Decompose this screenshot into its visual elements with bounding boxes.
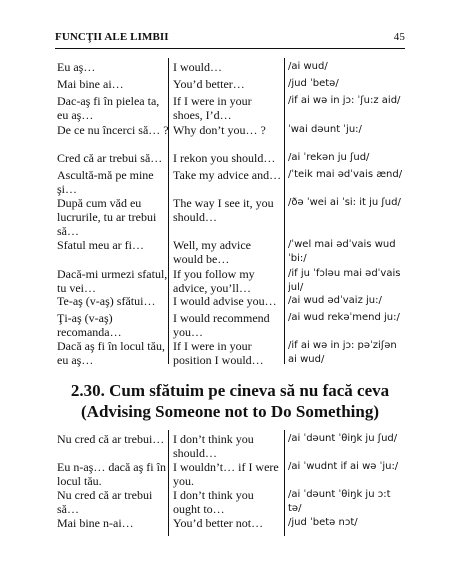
english-phrase: If I were in your position I would…	[173, 339, 264, 367]
english-phrase: I don’t think you should…	[173, 432, 254, 460]
english-phrase: Why don’t you… ?	[173, 123, 266, 137]
pronunciation: /if ai wə in jɔ: pəˈziʃən ai wud/	[288, 340, 397, 365]
section-title-romanian: 2.30. Cum sfătuim pe cineva să nu facă ceva	[70, 381, 390, 400]
romanian-phrase: Dacă aş fi în locul tău, eu aş…	[57, 339, 165, 367]
running-header	[55, 31, 405, 45]
romanian-phrase: Cred că ar trebui să…	[57, 151, 163, 165]
pronunciation: /jud ˈbetə nɔt/	[288, 517, 358, 528]
romanian-phrase: Sfatul meu ar fi…	[57, 238, 144, 252]
column-divider	[284, 58, 285, 364]
pronunciation: /if ai wə in jɔ: ˈʃu:z aid/	[288, 95, 401, 106]
romanian-phrase: Mai bine n-ai…	[57, 516, 134, 530]
english-phrase: I would…	[173, 60, 222, 74]
english-phrase: Well, my advice would be…	[173, 238, 252, 266]
romanian-phrase: Dacă-mi urmezi sfatul, tu vei…	[57, 267, 168, 295]
phrase-table-advising	[55, 58, 405, 367]
romanian-phrase: Nu cred că ar trebui…	[57, 432, 165, 446]
romanian-phrase: Ascultă-mă pe mine şi…	[57, 168, 154, 196]
english-phrase: If I were in your shoes, I’d…	[173, 94, 252, 122]
column-divider	[284, 430, 285, 536]
header-rule	[55, 48, 405, 49]
english-phrase: I rekon you should…	[173, 151, 276, 165]
pronunciation: /ai ˈrekən ju ʃud/	[288, 152, 370, 163]
pronunciation: /ðə ˈwei ai ˈsi: it ju ʃud/	[288, 197, 401, 208]
romanian-phrase: Eu aş…	[57, 60, 96, 74]
romanian-phrase: După cum văd eu lucrurile, tu ar trebui să…	[57, 196, 157, 238]
pronunciation: ˈwai dəunt ˈju:/	[288, 124, 362, 135]
romanian-phrase: Te-aş (v-aş) sfătui…	[57, 294, 156, 308]
pronunciation: /jud ˈbetə/	[288, 78, 339, 89]
chapter-title: FUNCŢII ALE LIMBII	[55, 31, 169, 43]
pronunciation: /ai wud/	[288, 61, 328, 72]
pronunciation: /ˈteik mai ədˈvais ænd/	[288, 169, 403, 180]
romanian-phrase: Dac-aş fi în pielea ta, eu aş…	[57, 94, 160, 122]
english-phrase: If you follow my advice, you’ll…	[173, 267, 255, 295]
pronunciation: /ai ˈwudnt if ai wə ˈju:/	[288, 461, 399, 472]
pronunciation: /ai ˈdəunt ˈθiŋk ju ɔ:t tə/	[288, 489, 391, 514]
romanian-phrase: De ce nu încerci să… ?	[57, 123, 169, 137]
page-number: 45	[393, 31, 405, 43]
phrase-table-advising-against	[55, 430, 405, 536]
romanian-phrase: Nu cred că ar trebui să…	[57, 488, 153, 516]
romanian-phrase: Ţi-aş (v-aş) recomanda…	[57, 311, 122, 339]
english-phrase: I would recommend you…	[173, 311, 270, 339]
english-phrase: I would advise you…	[173, 294, 277, 308]
english-phrase: You’d better…	[173, 77, 245, 91]
english-phrase: Take my advice and…	[173, 168, 282, 182]
section-title-english: (Advising Someone not to Do Something)	[81, 402, 379, 421]
romanian-phrase: Mai bine ai…	[57, 77, 124, 91]
english-phrase: The way I see it, you should…	[173, 196, 274, 224]
section-heading	[40, 380, 420, 422]
romanian-phrase: Eu n-aş… dacă aş fi în locul tău.	[57, 460, 166, 488]
pronunciation: /ai wud rekəˈmend ju:/	[288, 312, 400, 323]
pronunciation: /ai wud ədˈvaiz ju:/	[288, 295, 382, 306]
english-phrase: I wouldn’t… if I were you.	[173, 460, 279, 488]
pronunciation: /ˈwel mai ədˈvais wud ˈbi:/	[288, 239, 396, 264]
pronunciation: /ai ˈdəunt ˈθiŋk ju ʃud/	[288, 433, 398, 444]
english-phrase: You’d better not…	[173, 516, 264, 530]
pronunciation: /if ju ˈfɔləu mai ədˈvais jul/	[288, 268, 401, 293]
english-phrase: I don’t think you ought to…	[173, 488, 254, 516]
